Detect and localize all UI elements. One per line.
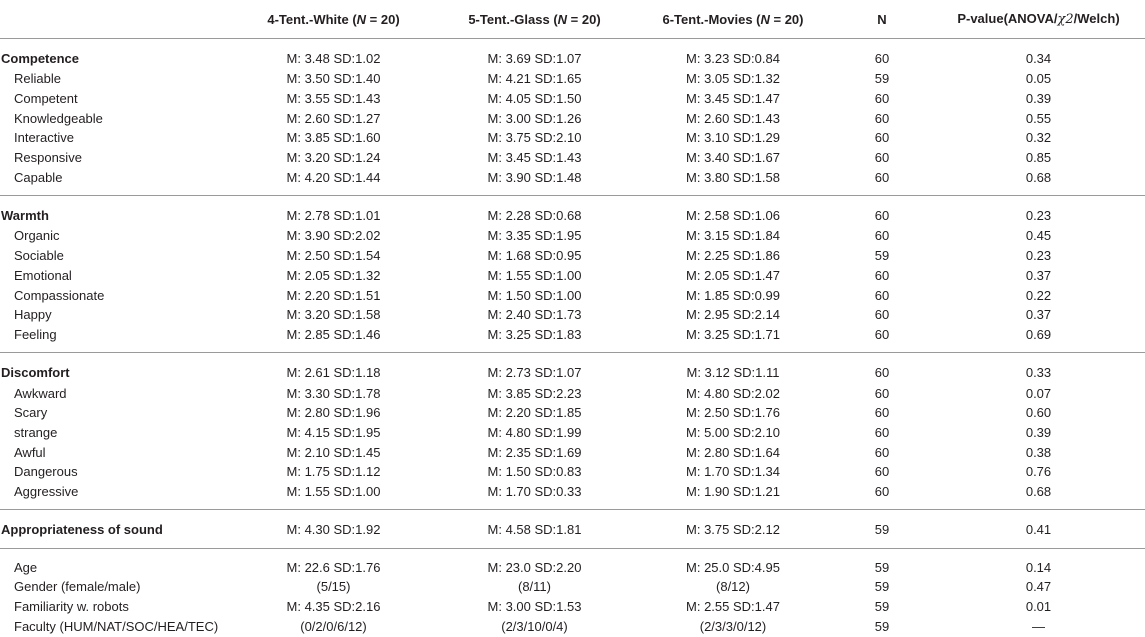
cell-movies: M: 25.0 SD:4.95 bbox=[686, 559, 780, 575]
cell-glass: (2/3/10/0/4) bbox=[501, 618, 568, 634]
section-divider bbox=[0, 344, 1145, 353]
cell-white: M: 3.50 SD:1.40 bbox=[286, 71, 381, 87]
cell-p-value: 0.41 bbox=[1025, 521, 1052, 537]
table-row bbox=[0, 69, 1145, 89]
cell-movies: M: 2.95 SD:2.14 bbox=[686, 307, 780, 323]
cell-n: 60 bbox=[874, 405, 890, 421]
cell-p-value: 0.33 bbox=[1025, 364, 1052, 380]
cell-white: M: 4.15 SD:1.95 bbox=[286, 424, 381, 440]
cell-p-value: 0.69 bbox=[1025, 326, 1052, 342]
cell-white: M: 2.50 SD:1.54 bbox=[286, 248, 381, 264]
table-row bbox=[0, 285, 1145, 305]
cell-p-value: 0.05 bbox=[1025, 71, 1052, 87]
cell-movies: M: 3.15 SD:1.84 bbox=[686, 228, 780, 244]
cell-p-value: 0.68 bbox=[1025, 169, 1052, 185]
cell-white: M: 1.75 SD:1.12 bbox=[286, 464, 381, 480]
cell-white: M: 3.55 SD:1.43 bbox=[286, 91, 381, 107]
cell-glass: M: 2.40 SD:1.73 bbox=[487, 307, 582, 323]
row-label: Familiarity w. robots bbox=[14, 599, 129, 615]
cell-white: M: 2.80 SD:1.96 bbox=[286, 405, 381, 421]
cell-p-value: 0.23 bbox=[1025, 248, 1052, 264]
chi-square-symbol: χ2 bbox=[1057, 12, 1074, 27]
cell-p-value: 0.85 bbox=[1025, 150, 1052, 166]
cell-glass: M: 23.0 SD:2.20 bbox=[487, 559, 582, 575]
cell-n: 60 bbox=[874, 130, 890, 146]
section-spacer bbox=[0, 196, 1145, 205]
section-divider bbox=[0, 501, 1145, 510]
cell-movies: (8/12) bbox=[716, 579, 750, 595]
cell-p-value: 0.39 bbox=[1025, 91, 1052, 107]
cell-white: M: 3.20 SD:1.24 bbox=[286, 150, 381, 166]
cell-n: 60 bbox=[874, 444, 890, 460]
cell-n: 60 bbox=[874, 326, 890, 342]
table-row bbox=[0, 403, 1145, 423]
row-label: Scary bbox=[14, 405, 48, 421]
table-row bbox=[0, 482, 1145, 502]
cell-movies: M: 2.50 SD:1.76 bbox=[686, 405, 780, 421]
cell-white: M: 2.60 SD:1.27 bbox=[286, 110, 381, 126]
cell-n: 60 bbox=[874, 207, 890, 223]
cell-movies: M: 3.45 SD:1.47 bbox=[686, 91, 780, 107]
row-label: Awkward bbox=[14, 385, 67, 401]
table-header-row bbox=[0, 0, 1145, 39]
group-row bbox=[0, 361, 1145, 383]
cell-glass: M: 2.28 SD:0.68 bbox=[487, 207, 582, 223]
table-row bbox=[0, 442, 1145, 462]
header-white-condition: 4-Tent.-White (N = 20) bbox=[232, 0, 435, 39]
cell-glass: (8/11) bbox=[518, 579, 551, 595]
cell-p-value: 0.76 bbox=[1025, 464, 1052, 480]
row-label: Organic bbox=[14, 228, 60, 244]
cell-white: M: 4.20 SD:1.44 bbox=[286, 169, 381, 185]
cell-white: M: 2.20 SD:1.51 bbox=[286, 287, 381, 303]
cell-movies: M: 3.05 SD:1.32 bbox=[686, 71, 780, 87]
cell-movies: M: 3.12 SD:1.11 bbox=[686, 364, 780, 380]
cell-white: M: 3.20 SD:1.58 bbox=[286, 307, 381, 323]
row-label: strange bbox=[14, 424, 58, 440]
row-label: Age bbox=[14, 559, 38, 575]
cell-p-value: 0.07 bbox=[1025, 385, 1052, 401]
cell-movies: M: 3.40 SD:1.67 bbox=[686, 150, 780, 166]
cell-movies: M: 3.10 SD:1.29 bbox=[686, 130, 780, 146]
row-label: Discomfort bbox=[1, 364, 70, 380]
header-label-col bbox=[0, 0, 232, 39]
row-label: Aggressive bbox=[14, 484, 79, 500]
table-row bbox=[0, 167, 1145, 187]
row-label: Faculty (HUM/NAT/SOC/HEA/TEC) bbox=[14, 618, 219, 634]
cell-n: 59 bbox=[874, 599, 890, 615]
cell-movies: M: 2.58 SD:1.06 bbox=[686, 207, 780, 223]
cell-white: M: 3.48 SD:1.02 bbox=[286, 50, 381, 66]
table-row bbox=[0, 266, 1145, 286]
cell-white: M: 2.10 SD:1.45 bbox=[286, 444, 381, 460]
cell-p-value: 0.34 bbox=[1025, 50, 1052, 66]
cell-glass: M: 1.50 SD:0.83 bbox=[487, 464, 582, 480]
row-label: Interactive bbox=[14, 130, 74, 146]
table-row bbox=[0, 557, 1145, 577]
row-label: Warmth bbox=[1, 207, 49, 223]
table-row bbox=[0, 462, 1145, 482]
row-label: Happy bbox=[14, 307, 52, 323]
cell-white: M: 3.30 SD:1.78 bbox=[286, 385, 381, 401]
cell-movies: M: 3.23 SD:0.84 bbox=[686, 50, 780, 66]
cell-white: M: 3.90 SD:2.02 bbox=[286, 228, 381, 244]
cell-glass: M: 3.00 SD:1.26 bbox=[487, 110, 582, 126]
section-spacer bbox=[0, 549, 1145, 558]
table-row bbox=[0, 246, 1145, 266]
cell-glass: M: 2.73 SD:1.07 bbox=[487, 364, 582, 380]
section-spacer bbox=[0, 39, 1145, 48]
cell-glass: M: 3.90 SD:1.48 bbox=[487, 169, 582, 185]
table-row bbox=[0, 89, 1145, 109]
table-row bbox=[0, 423, 1145, 443]
cell-white: (0/2/0/6/12) bbox=[300, 618, 367, 634]
cell-white: M: 1.55 SD:1.00 bbox=[286, 484, 381, 500]
row-label: Compassionate bbox=[14, 287, 105, 303]
cell-movies: M: 3.80 SD:1.58 bbox=[686, 169, 780, 185]
cell-n: 59 bbox=[874, 559, 890, 575]
row-label: Competence bbox=[1, 50, 80, 66]
cell-movies: M: 2.25 SD:1.86 bbox=[686, 248, 780, 264]
cell-n: 60 bbox=[874, 110, 890, 126]
cell-glass: M: 3.45 SD:1.43 bbox=[487, 150, 582, 166]
row-label: Capable bbox=[14, 169, 63, 185]
cell-movies: M: 3.75 SD:2.12 bbox=[686, 521, 780, 537]
cell-white: M: 2.61 SD:1.18 bbox=[286, 364, 381, 380]
table-row bbox=[0, 148, 1145, 168]
table-row bbox=[0, 616, 1145, 636]
table-row bbox=[0, 383, 1145, 403]
cell-p-value: 0.60 bbox=[1025, 405, 1052, 421]
cell-n: 59 bbox=[874, 71, 890, 87]
cell-n: 59 bbox=[874, 248, 890, 264]
cell-p-value: 0.14 bbox=[1025, 559, 1052, 575]
cell-n: 60 bbox=[874, 150, 890, 166]
cell-white: M: 4.30 SD:1.92 bbox=[286, 521, 381, 537]
section-spacer bbox=[0, 510, 1145, 519]
cell-movies: M: 1.90 SD:1.21 bbox=[686, 484, 780, 500]
group-row bbox=[0, 518, 1145, 540]
row-label: Reliable bbox=[14, 71, 61, 87]
cell-n: 59 bbox=[874, 579, 890, 595]
cell-glass: M: 2.35 SD:1.69 bbox=[487, 444, 582, 460]
cell-n: 60 bbox=[874, 424, 890, 440]
header-n: N bbox=[832, 0, 932, 39]
table-row bbox=[0, 226, 1145, 246]
cell-movies: M: 2.55 SD:1.47 bbox=[686, 599, 780, 615]
table-row bbox=[0, 128, 1145, 148]
row-label: Appropriateness of sound bbox=[1, 521, 163, 537]
cell-n: 60 bbox=[874, 267, 890, 283]
cell-movies: M: 5.00 SD:2.10 bbox=[686, 424, 780, 440]
section-divider bbox=[0, 540, 1145, 549]
cell-n: 60 bbox=[874, 287, 890, 303]
row-label: Responsive bbox=[14, 150, 82, 166]
cell-p-value: 0.38 bbox=[1025, 444, 1052, 460]
cell-glass: M: 1.68 SD:0.95 bbox=[487, 248, 582, 264]
cell-glass: M: 3.00 SD:1.53 bbox=[487, 599, 582, 615]
cell-p-value: — bbox=[1032, 618, 1045, 634]
cell-glass: M: 3.25 SD:1.83 bbox=[487, 326, 582, 342]
cell-n: 60 bbox=[874, 385, 890, 401]
cell-n: 60 bbox=[874, 464, 890, 480]
cell-n: 59 bbox=[874, 618, 890, 634]
cell-n: 60 bbox=[874, 364, 890, 380]
section-divider bbox=[0, 187, 1145, 196]
cell-glass: M: 3.75 SD:2.10 bbox=[487, 130, 582, 146]
group-row bbox=[0, 47, 1145, 69]
cell-glass: M: 4.21 SD:1.65 bbox=[487, 71, 582, 87]
cell-movies: M: 1.70 SD:1.34 bbox=[686, 464, 780, 480]
section-spacer bbox=[0, 353, 1145, 362]
header-p-value: P-value(ANOVA/χ2/Welch) bbox=[932, 0, 1145, 39]
cell-white: M: 4.35 SD:2.16 bbox=[286, 599, 381, 615]
cell-white: M: 2.85 SD:1.46 bbox=[286, 326, 381, 342]
header-movies-condition: 6-Tent.-Movies (N = 20) bbox=[634, 0, 832, 39]
table-row bbox=[0, 108, 1145, 128]
cell-p-value: 0.01 bbox=[1025, 599, 1052, 615]
cell-p-value: 0.37 bbox=[1025, 267, 1052, 283]
cell-p-value: 0.55 bbox=[1025, 110, 1052, 126]
row-label: Sociable bbox=[14, 248, 64, 264]
cell-n: 60 bbox=[874, 307, 890, 323]
group-row bbox=[0, 204, 1145, 226]
cell-glass: M: 3.85 SD:2.23 bbox=[487, 385, 582, 401]
cell-p-value: 0.22 bbox=[1025, 287, 1052, 303]
cell-glass: M: 3.35 SD:1.95 bbox=[487, 228, 582, 244]
row-label: Feeling bbox=[14, 326, 57, 342]
row-label: Dangerous bbox=[14, 464, 78, 480]
row-label: Awful bbox=[14, 444, 46, 460]
cell-movies: M: 1.85 SD:0.99 bbox=[686, 287, 780, 303]
cell-movies: M: 3.25 SD:1.71 bbox=[686, 326, 780, 342]
cell-movies: M: 4.80 SD:2.02 bbox=[686, 385, 780, 401]
cell-white: M: 2.05 SD:1.32 bbox=[286, 267, 381, 283]
header-glass-condition: 5-Tent.-Glass (N = 20) bbox=[435, 0, 634, 39]
cell-p-value: 0.39 bbox=[1025, 424, 1052, 440]
cell-n: 60 bbox=[874, 50, 890, 66]
table-row bbox=[0, 577, 1145, 597]
row-label: Competent bbox=[14, 91, 78, 107]
cell-p-value: 0.45 bbox=[1025, 228, 1052, 244]
table-row bbox=[0, 325, 1145, 345]
cell-glass: M: 2.20 SD:1.85 bbox=[487, 405, 582, 421]
cell-n: 60 bbox=[874, 91, 890, 107]
cell-glass: M: 1.55 SD:1.00 bbox=[487, 267, 582, 283]
cell-glass: M: 3.69 SD:1.07 bbox=[487, 50, 582, 66]
cell-n: 60 bbox=[874, 484, 890, 500]
cell-p-value: 0.37 bbox=[1025, 307, 1052, 323]
cell-glass: M: 1.70 SD:0.33 bbox=[487, 484, 582, 500]
table-row bbox=[0, 305, 1145, 325]
cell-white: (5/15) bbox=[316, 579, 351, 595]
cell-movies: M: 2.80 SD:1.64 bbox=[686, 444, 780, 460]
cell-glass: M: 1.50 SD:1.00 bbox=[487, 287, 582, 303]
row-label: Emotional bbox=[14, 267, 72, 283]
cell-movies: M: 2.05 SD:1.47 bbox=[686, 267, 780, 283]
cell-p-value: 0.32 bbox=[1025, 130, 1052, 146]
cell-white: M: 22.6 SD:1.76 bbox=[286, 559, 381, 575]
cell-n: 60 bbox=[874, 169, 890, 185]
row-label: Knowledgeable bbox=[14, 110, 103, 126]
cell-n: 59 bbox=[874, 521, 890, 537]
table-body bbox=[0, 39, 1145, 637]
cell-glass: M: 4.05 SD:1.50 bbox=[487, 91, 582, 107]
cell-p-value: 0.68 bbox=[1025, 484, 1052, 500]
cell-white: M: 2.78 SD:1.01 bbox=[286, 207, 381, 223]
cell-n: 60 bbox=[874, 228, 890, 244]
cell-glass: M: 4.80 SD:1.99 bbox=[487, 424, 582, 440]
cell-white: M: 3.85 SD:1.60 bbox=[286, 130, 381, 146]
cell-p-value: 0.23 bbox=[1025, 207, 1052, 223]
cell-movies: M: 2.60 SD:1.43 bbox=[686, 110, 780, 126]
cell-movies: (2/3/3/0/12) bbox=[699, 618, 767, 634]
cell-p-value: 0.47 bbox=[1025, 579, 1052, 595]
row-label: Gender (female/male) bbox=[14, 579, 141, 595]
table-row bbox=[0, 597, 1145, 617]
cell-glass: M: 4.58 SD:1.81 bbox=[487, 521, 582, 537]
